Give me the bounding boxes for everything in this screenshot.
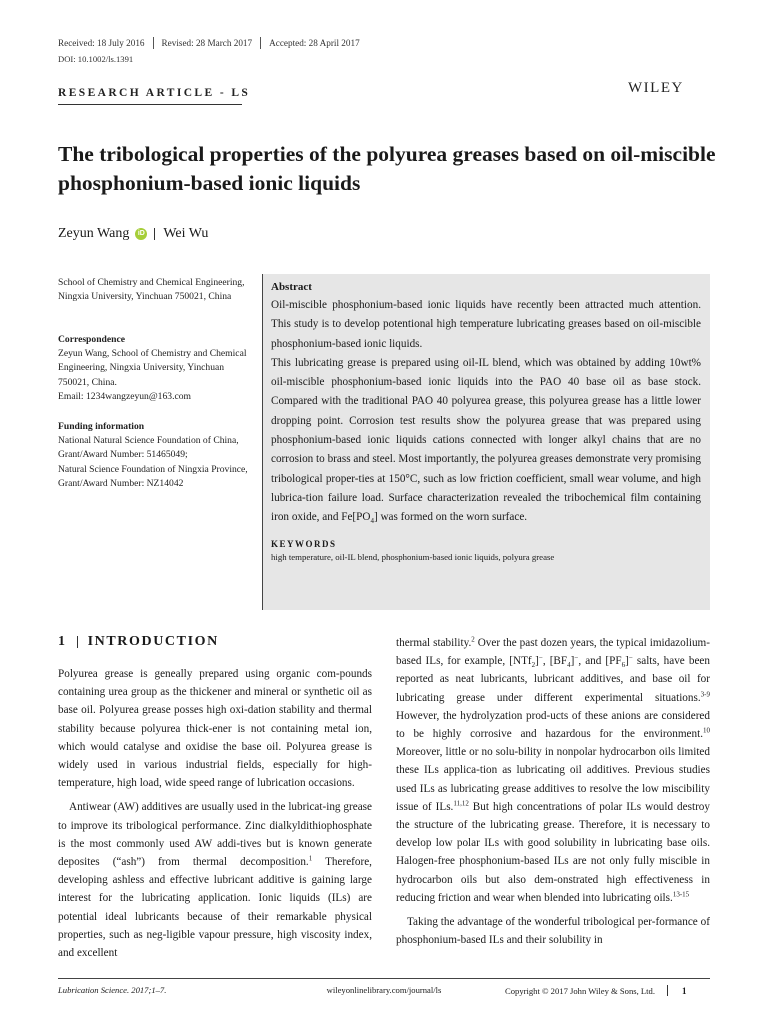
funding-item: Natural Science Foundation of Ningxia Province, Grant/Award Number: NZ14042 <box>58 463 248 489</box>
body-paragraph: Taking the advantage of the wonderful tribological per-formance of phosphonium-based ILs and their solubility in <box>396 916 710 947</box>
correspondence <box>58 333 254 404</box>
footer-journal: Lubrication Science. 2017;1–7. <box>58 985 167 995</box>
article-dates <box>58 37 360 49</box>
heading-divider <box>77 636 78 648</box>
received-date: Received: 18 July 2016 <box>58 38 145 48</box>
footer-divider <box>667 985 668 996</box>
footer-rule <box>58 978 710 979</box>
copyright-text: Copyright © 2017 John Wiley & Sons, Ltd. <box>505 985 655 996</box>
body-column-left <box>58 665 372 962</box>
keywords: high temperature, oil-IL blend, phosphonium-based ionic liquids, polyura grease <box>271 551 555 562</box>
funding-heading: Funding information <box>58 421 145 432</box>
accepted-date: Accepted: 28 April 2017 <box>269 38 360 48</box>
body-paragraph: thermal stability.$^2$ Over the past dozen years, the typical imidazolium-based ILs, for example, [NTf$_2$]−, $[BF_4]^-$, and $[PF_6]^-$ salts, have been reported as neat lubricants, lubricant additives, and base oil for lubricating grease under different experimental situations.$^{3-9}$ However, the hydrolyzation prod-ucts of these anions are considered to be highly corrosive and hazardous for the environment.$^{10}$ Moreover, little or no solu-bility in nonpolar hydrocarbon oils limited these ILs applica-tion as lubricating oil additives. Previous studies used ILs as lubricating grease additives to resolve the low miscibility issue of ILs.$^{11,12}$ But high concentrations of polar ILs would destroy the structure of the lubricating grease. Therefore, it is necessary to develop low polar ILs with good solubility in lubricating base oils. Halogen-free phosphonium-based ILs are not only fully miscible in hydrocarbon oils but also dem-onstrated high effectiveness in reducing friction and wear when blended into lubricating oils.$^{13-15}$ <box>396 635 710 904</box>
citation-ref[interactable]: 1 <box>308 854 313 863</box>
footer-url[interactable]: wileyonlinelibrary.com/journal/ls <box>326 985 442 995</box>
abstract-paragraph: Oil-miscible phosphonium-based ionic liquids have recently been attracted much attention. This study is to develop potentional high temperature lubricating greases based on oil-miscible phosphonium-based ionic liquids. <box>271 299 701 350</box>
date-divider <box>260 37 261 49</box>
abstract-heading: Abstract <box>271 281 312 293</box>
intro-heading <box>58 634 219 650</box>
body-paragraph: Polyurea grease is geneally prepared using organic com-pounds containing urea group as the thickener and mineral or synthetic oil as base oil. Polyurea grease posses high oxi-dation stability and thermal stability because polyurea thick-ener is not containing metal ion, which would catalyse and oxidise the base oil. Polyurea grease is widely used in various industrial fields, especially for high-temperature, high load, wide speed range of lubrication occasions. <box>58 668 372 790</box>
body-column-right <box>396 634 710 949</box>
page-number: 1 <box>681 985 687 996</box>
affiliation: School of Chemistry and Chemical Engineering, Ningxia University, Yinchuan 750021, China <box>58 277 245 303</box>
abstract-paragraph: This lubricating grease is prepared using oil-IL blend, which was obtained by adding 10wt% oil-miscible phosphonium-based ionic liquids into the PAO 40 base oil as base stock. Compared with the traditional PAO 40 polyurea grease, this polyurea grease has a little lower dropping point. Corrosion test results show the polyurea grease that was prepared using phosphonium-based ionic liquids cations connected with longer alkyl chains that are no corrosion to brass and steel. Most importantly, the polyurea greases demonstrate very promising tribological proper-ties at 150°C, such as low friction coefficient, small wear volume, and high lubrica-tion failure load. Surface characterization revealed the tribochemical film containing iron oxide, and $Fe[PO_4]$ was formed on the worn surface. <box>271 356 701 526</box>
keywords-heading: KEYWORDS <box>271 538 337 549</box>
correspondence-email[interactable]: Email: 1234wangzeyun@163.com <box>58 390 191 402</box>
author-name[interactable]: Zeyun Wang <box>58 226 130 241</box>
correspondence-address: Zeyun Wang, School of Chemistry and Chemical Engineering, Ningxia University, Yinchuan 750021, China. <box>58 348 247 388</box>
revised-date: Revised: 28 March 2017 <box>161 38 253 48</box>
orcid-icon[interactable]: iD <box>135 228 147 240</box>
section-label: RESEARCH ARTICLE - LS <box>58 87 251 99</box>
citation-ref[interactable]: 3-9 <box>700 689 710 698</box>
author-name[interactable]: Wei Wu <box>163 226 209 241</box>
author-list <box>58 226 208 242</box>
article-title: The tribological properties of the polyurea greases based on oil-miscible phosphonium-based ionic liquids <box>58 142 716 195</box>
citation-ref[interactable]: 2 <box>471 635 475 644</box>
section-number: 1 <box>58 634 67 649</box>
doi: DOI: 10.1002/ls.1391 <box>58 54 134 64</box>
citation-ref[interactable]: 11,12 <box>453 799 469 808</box>
correspondence-heading: Correspondence <box>58 334 125 345</box>
footer-copyright <box>505 985 686 996</box>
section-rule <box>58 104 242 105</box>
section-title: INTRODUCTION <box>87 634 219 649</box>
abstract-box <box>262 274 710 610</box>
date-divider <box>153 37 154 49</box>
author-divider <box>154 228 155 240</box>
body-paragraph: Antiwear (AW) additives are usually used in the lubricat-ing grease to improve its tribological performance. Zinc dialkyldithiophosphate is the most commonly used AW addi-tives but is known generate deposites (“ash”) from thermal decomposition.$^1$ Therefore, developing ashless and effective lubricant additive is gaining large interest for the lubricating application. Ionic liquids (ILs) are potential ideal lubricants because of their remarkable physical properties, such as neg-ligible vapour pressure, high viscosity index, and excellent <box>58 801 372 960</box>
citation-ref[interactable]: 10 <box>703 726 710 735</box>
funding-information <box>58 420 254 491</box>
publisher-logo: WILEY <box>628 80 684 96</box>
funding-item: National Natural Science Foundation of China, Grant/Award Number: 51465049; <box>58 435 239 461</box>
citation-ref[interactable]: 13-15 <box>672 890 690 899</box>
abstract-text <box>271 296 701 528</box>
